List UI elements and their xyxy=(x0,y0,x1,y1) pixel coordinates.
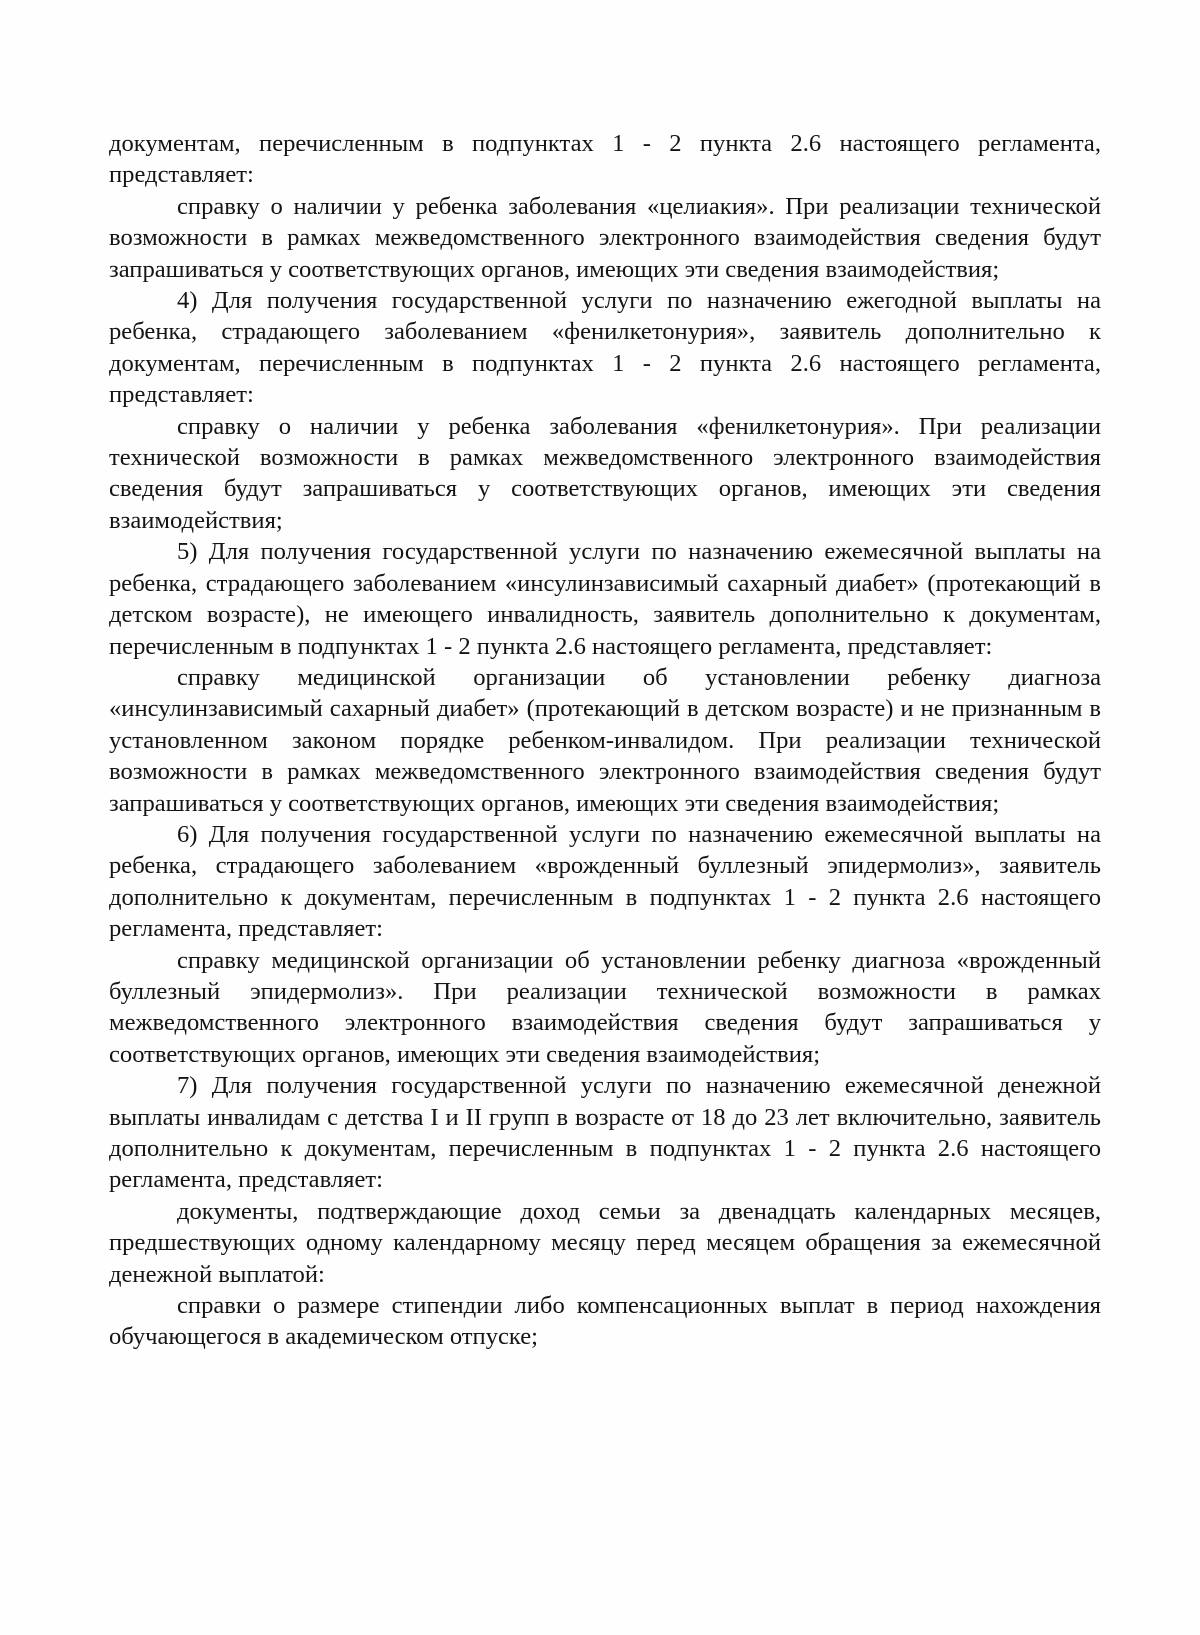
paragraph-item-5: 5) Для получения государственной услуги по назначению ежемесячной выплаты на ребенка, страдающего заболеванием «инсулинзависимый сахарный диабет» (протекающий в детском возрасте), не имеющего инвалидность, заявитель дополнительно к документам, перечисленным в подпунктах 1 - 2 пункта 2.6 настоящего регламента, представляет: xyxy=(109,538,1101,660)
paragraph-income-documents: документы, подтверждающие доход семьи за двенадцать календарных месяцев, предшествующих одному календарному месяцу перед месяцем обращения за ежемесячной денежной выплатой: xyxy=(109,1197,1101,1288)
paragraph-item-4: 4) Для получения государственной услуги по назначению ежегодной выплаты на ребенка, страдающего заболеванием «фенилкетонурия», заявитель дополнительно к документам, перечисленным в подпунктах 1 - 2 пункта 2.6 настоящего регламента, представляет: xyxy=(109,287,1101,409)
paragraph-celiac-certificate: справку о наличии у ребенка заболевания «целиакия». При реализации технической возможности в рамках межведомственного электронного взаимодействия сведения будут запрашиваться у соответствующих органов, имеющих эти сведения взаимодействия; xyxy=(109,192,1101,283)
paragraph-continuation: документам, перечисленным в подпунктах 1 - 2 пункта 2.6 настоящего регламента, представляет: xyxy=(109,130,1101,189)
paragraph-phenylketonuria-certificate: справку о наличии у ребенка заболевания «фенилкетонурия». При реализации технической возможности в рамках межведомственного электронного взаимодействия сведения будут запрашиваться у соответствующих органов, имеющих эти сведения взаимодействия; xyxy=(109,412,1101,534)
paragraph-item-6: 6) Для получения государственной услуги по назначению ежемесячной выплаты на ребенка, страдающего заболеванием «врожденный буллезный эпидермолиз», заявитель дополнительно к документам, перечисленным в подпунктах 1 - 2 пункта 2.6 настоящего регламента, представляет: xyxy=(109,820,1101,943)
paragraph-diabetes-certificate: справку медицинской организации об установлении ребенку диагноза «инсулинзависимый сахарный диабет» (протекающий в детском возрасте) и не признанным в установленном законом порядке ребенком-инвалидом. При реализации технической возможности в рамках межведомственного электронного взаимодействия сведения будут запрашиваться у соответствующих органов, имеющих эти сведения взаимодействия; xyxy=(109,663,1101,817)
paragraph-epidermolysis-certificate: справку медицинской организации об установлении ребенку диагноза «врожденный буллезный эпидермолиз». При реализации технической возможности в рамках межведомственного электронного взаимодействия сведения будут запрашиваться у соответствующих органов, имеющих эти сведения взаимодействия; xyxy=(109,946,1101,1068)
paragraph-stipend-certificates: справки о размере стипендии либо компенсационных выплат в период нахождения обучающегося в академическом отпуске; xyxy=(109,1292,1101,1351)
paragraph-item-7: 7) Для получения государственной услуги по назначению ежемесячной денежной выплаты инвалидам с детства I и II групп в возрасте от 18 до 23 лет включительно, заявитель дополнительно к документам, перечисленным в подпунктах 1 - 2 пункта 2.6 настоящего регламента, представляет: xyxy=(109,1072,1101,1194)
document-body xyxy=(109,128,1101,1353)
